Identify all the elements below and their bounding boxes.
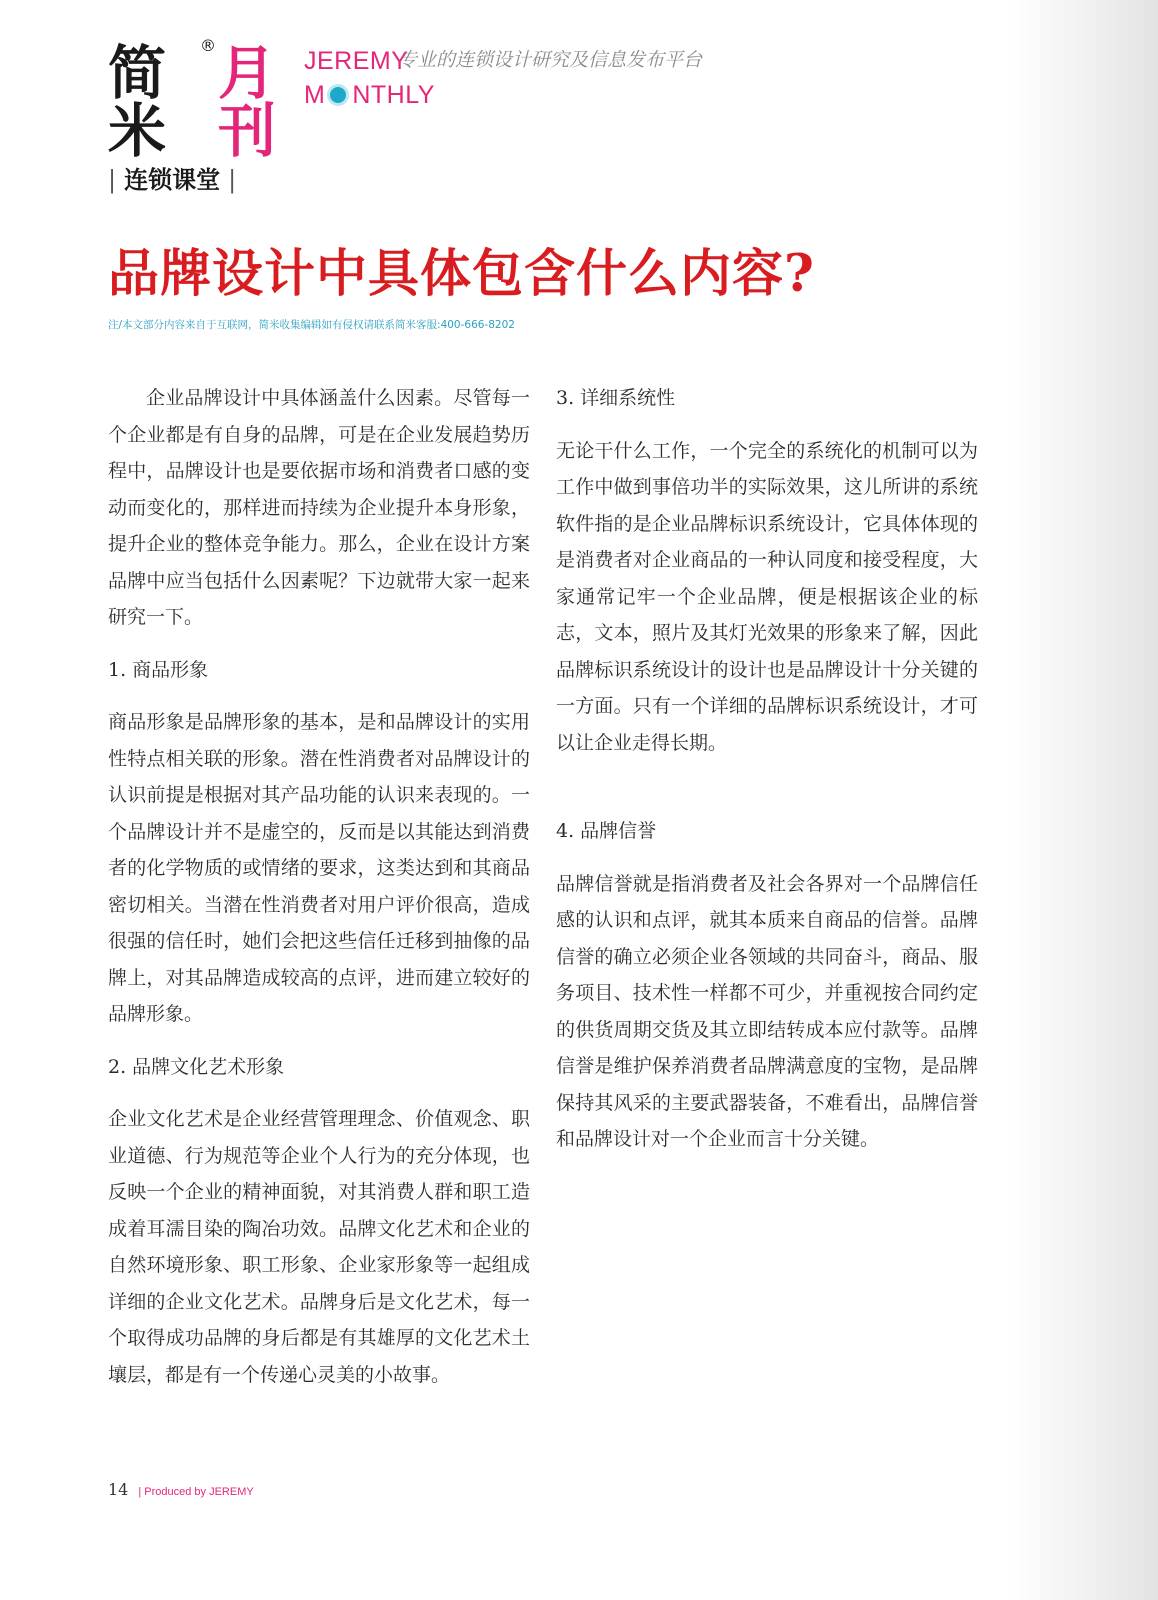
logo-brand-cn: 简米 — [108, 39, 163, 165]
produced-by: | Produced by JEREMY — [138, 1486, 254, 1498]
source-note: 注/本文部分内容来自于互联网，简米收集编辑如有侵权请联系简米客服:400-666-8202 — [108, 319, 515, 331]
tagline: 专业的连锁设计研究及信息发布平台 — [398, 49, 703, 71]
section-body-system: 无论干什么工作，一个完全的系统化的机制可以为工作中做到事倍功半的实际效果，这儿所讲的系统软件指的是企业品牌标识系统设计，它具体体现的是消费者对企业商品的一种认同度和接受程度，大家通常记牢一个企业品牌，便是根据该企业的标志，文本，照片及其灯光效果的形象来了解，因此品牌标识系统设计的设计也是品牌设计十分关键的一方面。只有一个详细的品牌标识系统设计，才可以让企业走得长期。 — [556, 439, 978, 754]
logo-monthly-cn: 月刊 — [218, 39, 273, 165]
logo-dot-icon — [327, 84, 349, 106]
section-body-brand-culture: 企业文化艺术是企业经营管理理念、价值观念、职业道德、行为规范等企业个人行为的充分体现，也反映一个企业的精神面貌，对其消费人群和职工造成着耳濡目染的陶冶功效。品牌文化艺术和企业的自然环境形象、职工形象、企业家形象等一起组成详细的企业文化艺术。品牌身后是文化艺术，每一个取得成功品牌的身后都是有其雄厚的文化艺术土壤层，都是有一个传递心灵美的小故事。 — [108, 1108, 530, 1386]
divider: | — [228, 166, 237, 194]
section-body-brand-reputation: 品牌信誉就是指消费者及社会各界对一个品牌信任感的认识和点评，就其本质来自商品的信誉。品牌信誉的确立必须企业各领域的共同奋斗，商品、服务项目、技术性一样都不可少，并重视按合同约定的供货周期交货及其立即结转成本应付款等。品牌信誉是维护保养消费者品牌满意度的宝物，是品牌保持其风采的主要武器装备，不难看出，品牌信誉和品牌设计对一个企业而言十分关键。 — [556, 872, 978, 1150]
page-number: 14 — [108, 1480, 129, 1499]
section-heading-brand-culture: 2. 品牌文化艺术形象 — [108, 1055, 285, 1078]
section-heading-brand-reputation: 4. 品牌信誉 — [556, 820, 657, 842]
intro-paragraph: 企业品牌设计中具体涵盖什么因素。尽管每一个企业都是有自身的品牌，可是在企业发展趋势历程中，品牌设计也是要依据市场和消费者口感的变动而变化的，那样进而持续为企业提升本身形象，提升企业的整体竞争能力。那么，企业在设计方案品牌中应当包括什么因素呢？下边就带大家一起来研究一下。 — [108, 387, 530, 628]
registered-mark: ® — [200, 36, 216, 55]
left-column — [108, 380, 530, 1393]
section-heading-system: 3. 详细系统性 — [556, 387, 676, 409]
section-label-text: 连锁课堂 — [124, 165, 221, 194]
page-footer — [108, 1480, 254, 1499]
right-column — [556, 380, 978, 1158]
logo-monthly-rest: NTHLY — [352, 80, 435, 109]
logo-monthly-en — [304, 82, 435, 108]
logo-jeremy-en: JEREMY — [304, 47, 409, 75]
divider: | — [108, 166, 117, 194]
section-body-product-image: 商品形象是品牌形象的基本，是和品牌设计的实用性特点相关联的形象。潜在性消费者对品牌设计的认识前提是根据对其产品功能的认识来表现的。一个品牌设计并不是虚空的，反而是以其能达到消费者的化学物质的或情绪的要求，这类达到和其商品密切相关。当潜在性消费者对用户评价很高，造成很强的信任时，她们会把这些信任迁移到抽像的品牌上，对其品牌造成较高的点评，进而建立较好的品牌形象。 — [108, 711, 530, 1025]
article-title: 品牌设计中具体包含什么内容? — [108, 244, 815, 305]
page-edge-shadow — [1008, 0, 1158, 1600]
section-label — [108, 160, 244, 195]
logo-monthly-m: M — [304, 80, 326, 109]
section-heading-product-image: 1. 商品形象 — [108, 658, 209, 681]
